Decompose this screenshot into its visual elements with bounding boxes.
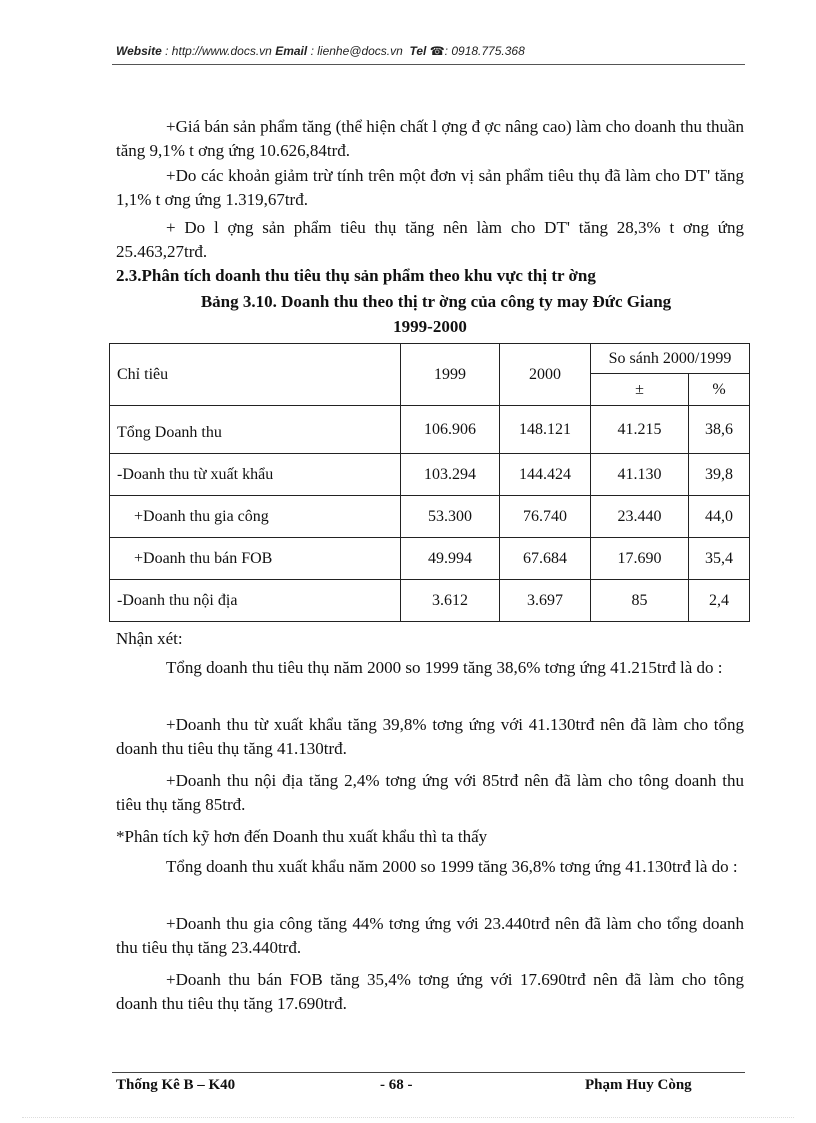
- row-pct: 39,8: [689, 454, 750, 496]
- email-label: Email: [275, 44, 308, 58]
- header-indicator: Chỉ tiêu: [110, 344, 401, 406]
- row-pct: 44,0: [689, 496, 750, 538]
- table-row: [110, 406, 750, 454]
- row-label: Tổng Doanh thu: [110, 406, 401, 454]
- row-2000: 76.740: [500, 496, 591, 538]
- row-diff: 41.215: [591, 406, 689, 454]
- footer-author: Phạm Huy Còng: [585, 1077, 692, 1093]
- table-row: [110, 538, 750, 580]
- row-2000: 3.697: [500, 580, 591, 622]
- row-label: +Doanh thu gia công: [110, 496, 401, 538]
- row-label: +Doanh thu bán FOB: [110, 538, 401, 580]
- page-number: - 68 -: [380, 1077, 413, 1093]
- table-row: [110, 580, 750, 622]
- remark-total: Tổng doanh thu tiêu thụ năm 2000 so 1999 tăng 38,6% tơng ứng 41.215trđ là do :: [166, 658, 723, 677]
- tel-value: : 0918.775.368: [444, 44, 525, 58]
- row-diff: 17.690: [591, 538, 689, 580]
- row-1999: 53.300: [401, 496, 500, 538]
- header-1999: 1999: [401, 344, 500, 406]
- paragraph-price-increase: +Giá bán sản phẩm tăng (thể hiện chất l ợng đ ợc nâng cao) làm cho doanh thu thuần tăng 9,1% t ơng ứng 10.626,84trđ.: [116, 117, 745, 160]
- remark-domestic: +Doanh thu nội địa tăng 2,4% tơng ứng với 85trđ nên đã làm cho tông doanh thu tiêu thụ tăng 85trđ.: [116, 771, 744, 814]
- row-label: -Doanh thu nội địa: [110, 580, 401, 622]
- page-header: [116, 44, 744, 58]
- table-row: [110, 454, 750, 496]
- phone-icon: ☎: [429, 44, 445, 58]
- tel-label: Tel: [409, 44, 427, 58]
- row-pct: 38,6: [689, 406, 750, 454]
- row-diff: 85: [591, 580, 689, 622]
- row-1999: 3.612: [401, 580, 500, 622]
- header-divider: [112, 64, 745, 65]
- revenue-table: [109, 343, 750, 622]
- paragraph-deductions: +Do các khoản giảm trừ tính trên một đơn vị sản phẩm tiêu thụ đã làm cho DT' tăng 1,1% t ơng ứng 1.319,67trđ.: [116, 166, 744, 209]
- row-1999: 49.994: [401, 538, 500, 580]
- header-2000: 2000: [500, 344, 591, 406]
- row-1999: 106.906: [401, 406, 500, 454]
- website-value: : http://www.docs.vn: [165, 44, 272, 58]
- table-title-years: 1999-2000: [393, 317, 467, 336]
- remark-processing: +Doanh thu gia công tăng 44% tơng ứng với 23.440trđ nên đã làm cho tổng doanh thu tiêu thụ tăng 23.440trđ.: [116, 914, 744, 957]
- row-diff: 41.130: [591, 454, 689, 496]
- remark-export-total: Tổng doanh thu xuất khẩu năm 2000 so 1999 tăng 36,8% tơng ứng 41.130trđ là do :: [166, 857, 738, 876]
- row-2000: 148.121: [500, 406, 591, 454]
- row-2000: 144.424: [500, 454, 591, 496]
- website-label: Website: [116, 44, 162, 58]
- footer-left: Thống Kê B – K40: [116, 1077, 236, 1093]
- header-pct: %: [689, 374, 750, 406]
- page-edge-dots: [22, 1117, 794, 1118]
- row-pct: 2,4: [689, 580, 750, 622]
- header-diff: ±: [591, 374, 689, 406]
- header-compare: So sánh 2000/1999: [591, 344, 750, 374]
- remark-analysis: *Phân tích kỹ hơn đến Doanh thu xuất khẩu thì ta thấy: [116, 827, 488, 846]
- row-diff: 23.440: [591, 496, 689, 538]
- row-2000: 67.684: [500, 538, 591, 580]
- row-label: -Doanh thu từ xuất khẩu: [110, 454, 401, 496]
- table-title: Bảng 3.10. Doanh thu theo thị tr ờng của công ty may Đức Giang: [200, 292, 672, 311]
- email-value: : lienhe@docs.vn: [310, 44, 403, 58]
- remark-fob: +Doanh thu bán FOB tăng 35,4% tơng ứng với 17.690trđ nên đã làm cho tông doanh thu tiêu thụ tăng 17.690trđ.: [116, 970, 744, 1013]
- section-heading: 2.3.Phân tích doanh thu tiêu thụ sản phẩm theo khu vực thị tr ờng: [116, 266, 596, 285]
- remark-label: Nhận xét:: [116, 629, 183, 648]
- remark-export: +Doanh thu từ xuất khẩu tăng 39,8% tơng ứng với 41.130trđ nên đã làm cho tổng doanh thu tiêu thụ tăng 41.130trđ.: [116, 715, 744, 758]
- table-row: [110, 496, 750, 538]
- row-1999: 103.294: [401, 454, 500, 496]
- row-pct: 35,4: [689, 538, 750, 580]
- paragraph-volume: + Do l ợng sản phẩm tiêu thụ tăng nên làm cho DT' tăng 28,3% t ơng ứng 25.463,27trđ.: [116, 218, 744, 261]
- footer-divider: [112, 1072, 745, 1073]
